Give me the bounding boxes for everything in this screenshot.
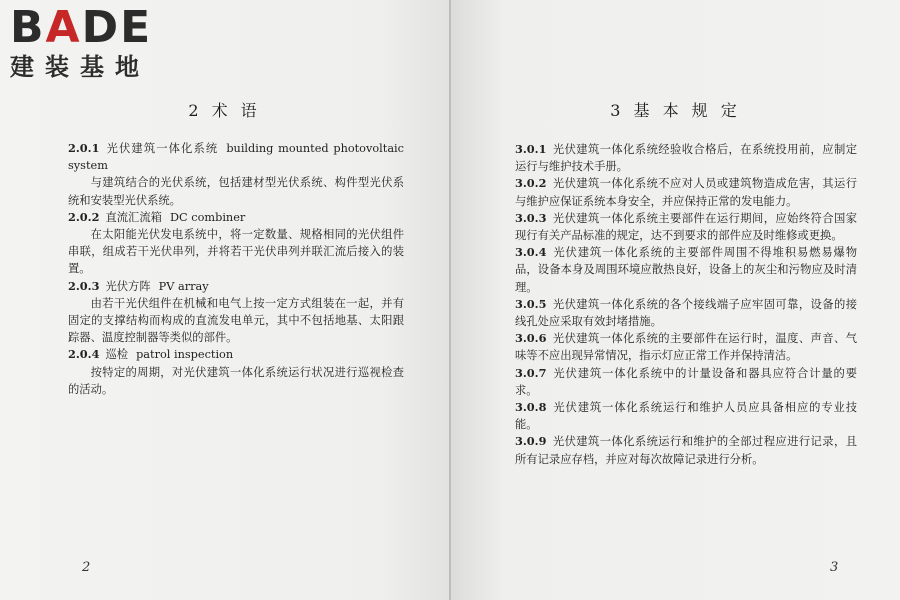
clause bbox=[515, 175, 857, 209]
clause bbox=[515, 296, 857, 330]
term-number: 2.0.1 bbox=[68, 141, 100, 155]
term-number: 2.0.3 bbox=[68, 278, 100, 293]
term-english: patrol inspection bbox=[136, 348, 234, 362]
term-number: 2.0.2 bbox=[68, 209, 100, 224]
term-name: 光伏建筑一体化系统 bbox=[105, 142, 219, 155]
term-name: 巡检 bbox=[105, 348, 129, 362]
clause-number: 3.0.3 bbox=[515, 210, 547, 225]
clause-text: 光伏建筑一体化系统运行和维护的全部过程应进行记录，且所有记录应存档，并应对每次故障记录进行分析。 bbox=[515, 435, 857, 466]
clause bbox=[515, 330, 857, 364]
clause-text: 光伏建筑一体化系统的主要部件周围不得堆积易燃易爆物品，设备本身及周围环境应散热良好，设备上的灰尘和污物应及时清理。 bbox=[515, 246, 857, 294]
clause-number: 3.0.8 bbox=[515, 400, 547, 415]
logo-letter-a: A bbox=[45, 2, 80, 53]
clause-number: 3.0.4 bbox=[515, 245, 547, 260]
term-definition: 与建筑结合的光伏系统，包括建材型光伏系统、构件型光伏系统和安装型光伏系统。 bbox=[68, 176, 404, 207]
term-english: DC combiner bbox=[169, 210, 246, 224]
term-name: 光伏方阵 bbox=[105, 279, 151, 293]
clause bbox=[515, 433, 857, 467]
clause bbox=[515, 210, 857, 244]
clause-text: 光伏建筑一体化系统经验收合格后，在系统投用前，应制定运行与维护技术手册。 bbox=[515, 143, 857, 174]
logo-chinese-text: 建装基地 bbox=[10, 53, 150, 81]
terms-list bbox=[68, 140, 404, 398]
term-definition: 由若干光伏组件在机械和电气上按一定方式组装在一起，并有固定的支撑结构而构成的直流发电单元，其中不包括地基、太阳跟踪器、温度控制器等类似的部件。 bbox=[68, 296, 404, 345]
clause-number: 3.0.6 bbox=[515, 331, 547, 346]
term-heading bbox=[68, 346, 404, 363]
logo-letter-b: B bbox=[10, 2, 44, 53]
clause bbox=[515, 244, 857, 296]
clause-text: 光伏建筑一体化系统运行和维护人员应具备相应的专业技能。 bbox=[515, 401, 857, 432]
logo-letter-e: E bbox=[120, 2, 151, 53]
logo-wordmark bbox=[10, 2, 172, 53]
page-number: 2 bbox=[82, 560, 91, 575]
term-definition: 按特定的周期，对光伏建筑一体化系统运行状况进行巡视检查的活动。 bbox=[68, 365, 404, 396]
clause bbox=[515, 399, 857, 433]
term-heading bbox=[68, 140, 404, 174]
clause bbox=[515, 365, 857, 399]
clause-text: 光伏建筑一体化系统不应对人员或建筑物造成危害，其运行与维护应保证系统本身安全，并应保持正常的发电能力。 bbox=[515, 177, 857, 208]
clause-text: 光伏建筑一体化系统中的计量设备和器具应符合计量的要求。 bbox=[515, 366, 857, 397]
term-heading bbox=[68, 209, 404, 226]
clause-text: 光伏建筑一体化系统的主要部件在运行时，温度、声音、气味等不应出现异常情况，指示灯应正常工作并保持清洁。 bbox=[515, 332, 857, 363]
clause-number: 3.0.1 bbox=[515, 142, 547, 156]
left-page bbox=[0, 0, 449, 600]
term-english: PV array bbox=[158, 279, 209, 293]
right-page bbox=[451, 0, 900, 600]
clause-number: 3.0.5 bbox=[515, 296, 547, 311]
chapter-title-basic-rules: 3 基 本 规 定 bbox=[610, 101, 741, 120]
term-name: 直流汇流箱 bbox=[105, 210, 162, 224]
term-heading bbox=[68, 278, 404, 295]
clause-text: 光伏建筑一体化系统的各个接线端子应牢固可靠，设备的接线孔处应采取有效封堵措施。 bbox=[515, 297, 857, 329]
clause-number: 3.0.2 bbox=[515, 176, 547, 191]
term-english: building mounted photovoltaic system bbox=[68, 142, 404, 173]
clause bbox=[515, 141, 857, 175]
clause-text: 光伏建筑一体化系统主要部件在运行期间，应始终符合国家现行有关产品标准的规定，达不到要求的部件应及时维修或更换。 bbox=[515, 211, 857, 243]
term-number: 2.0.4 bbox=[68, 347, 100, 362]
term-definition: 在太阳能光伏发电系统中，将一定数量、规格相同的光伏组件串联，组成若干光伏串列，并将若干光伏串列并联汇流后接入的装置。 bbox=[68, 228, 404, 276]
page-number: 3 bbox=[830, 560, 839, 575]
clause-number: 3.0.7 bbox=[515, 365, 547, 380]
clause-number: 3.0.9 bbox=[515, 434, 547, 449]
clauses-list bbox=[515, 141, 857, 468]
chapter-title-terms: 2 术 语 bbox=[188, 101, 261, 120]
logo-letter-d: D bbox=[81, 2, 119, 53]
bade-logo bbox=[10, 2, 172, 81]
